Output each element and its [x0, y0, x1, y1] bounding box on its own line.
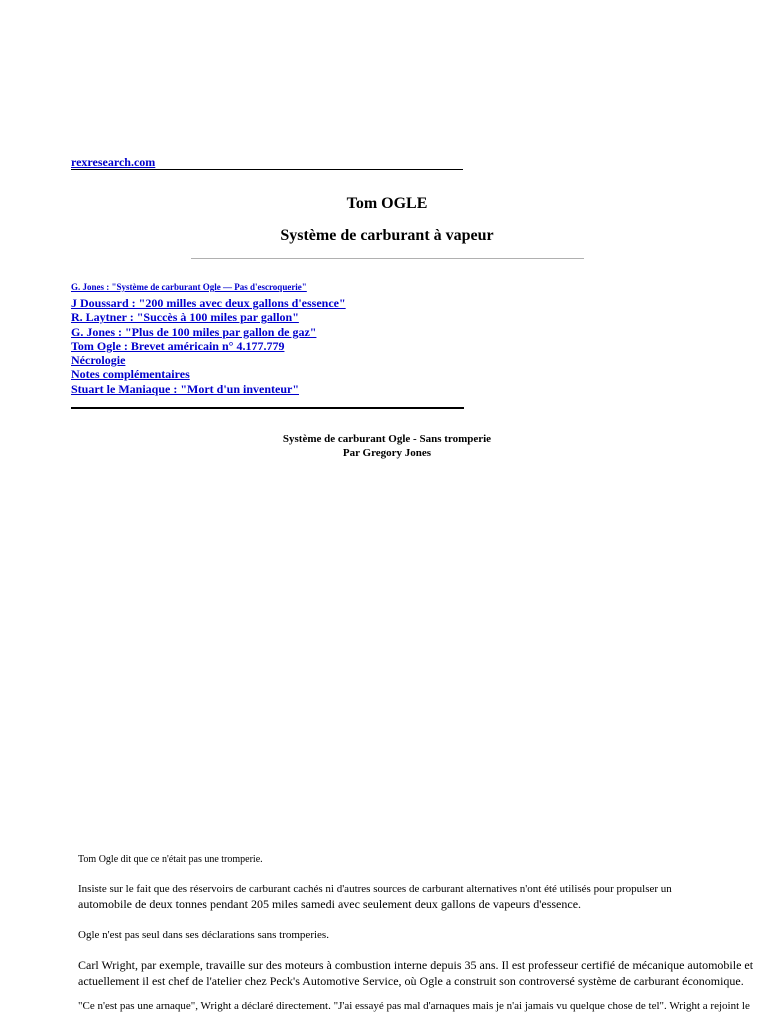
paragraph-1: Tom Ogle dit que ce n'était pas une tromperie.	[78, 854, 263, 865]
article-body	[78, 853, 758, 1014]
article-byline: Par Gregory Jones	[342, 447, 432, 459]
toc-link-doussard[interactable]: J Doussard : "200 milles avec deux gallons d'essence"	[71, 296, 346, 310]
toc-link-patent[interactable]: Tom Ogle : Brevet américain n° 4.177.779	[71, 338, 285, 353]
paragraph-5: "Ce n'est pas une arnaque", Wright a déclaré directement. "J'ai essayé pas mal d'arnaques mais je n'ai jamais vu quelque chose de tel". Wright a rejoint le	[78, 1000, 750, 1012]
site-home-link[interactable]: rexresearch.com	[71, 155, 156, 169]
toc-link-obituary[interactable]: Nécrologie	[71, 353, 126, 368]
article-header	[0, 432, 768, 460]
toc-link-laytner[interactable]: R. Laytner : "Succès à 100 miles par gallon"	[71, 310, 299, 325]
toc-link-stuart[interactable]: Stuart le Maniaque : "Mort d'un inventeur"	[71, 381, 299, 396]
toc-link-jones-intro[interactable]: G. Jones : "Système de carburant Ogle — Pas d'escroquerie"	[71, 282, 307, 292]
title-divider	[191, 258, 584, 259]
paragraph-2	[78, 882, 758, 913]
table-of-contents	[71, 281, 491, 396]
paragraph-2-line-2: automobile de deux tonnes pendant 205 miles samedi avec seulement deux gallons de vapeurs d'essence.	[78, 897, 582, 911]
toc-link-notes[interactable]: Notes complémentaires	[71, 367, 190, 382]
toc-link-jones-100-miles[interactable]: G. Jones : "Plus de 100 miles par gallon de gaz"	[71, 324, 317, 339]
page-title: Tom OGLE	[346, 195, 428, 212]
toc-divider	[71, 407, 464, 409]
top-divider	[71, 169, 463, 170]
paragraph-4: Carl Wright, par exemple, travaille sur des moteurs à combustion interne depuis 35 ans. Il est professeur certifié de mécanique automobile et actuellement il est chef de l'atelier chez Peck's Automotive Service, où Ogle a construit son controversé système de carburant économique.	[78, 958, 754, 988]
paragraph-3: Ogle n'est pas seul dans ses déclarations sans tromperies.	[78, 929, 329, 941]
article-title: Système de carburant Ogle - Sans tromperie	[282, 433, 492, 445]
page-subtitle: Système de carburant à vapeur	[280, 227, 494, 244]
paragraph-2-line-1: Insiste sur le fait que des réservoirs de carburant cachés ni d'autres sources de carburant alternatives n'ont été utilisés pour propulser un	[78, 883, 672, 895]
